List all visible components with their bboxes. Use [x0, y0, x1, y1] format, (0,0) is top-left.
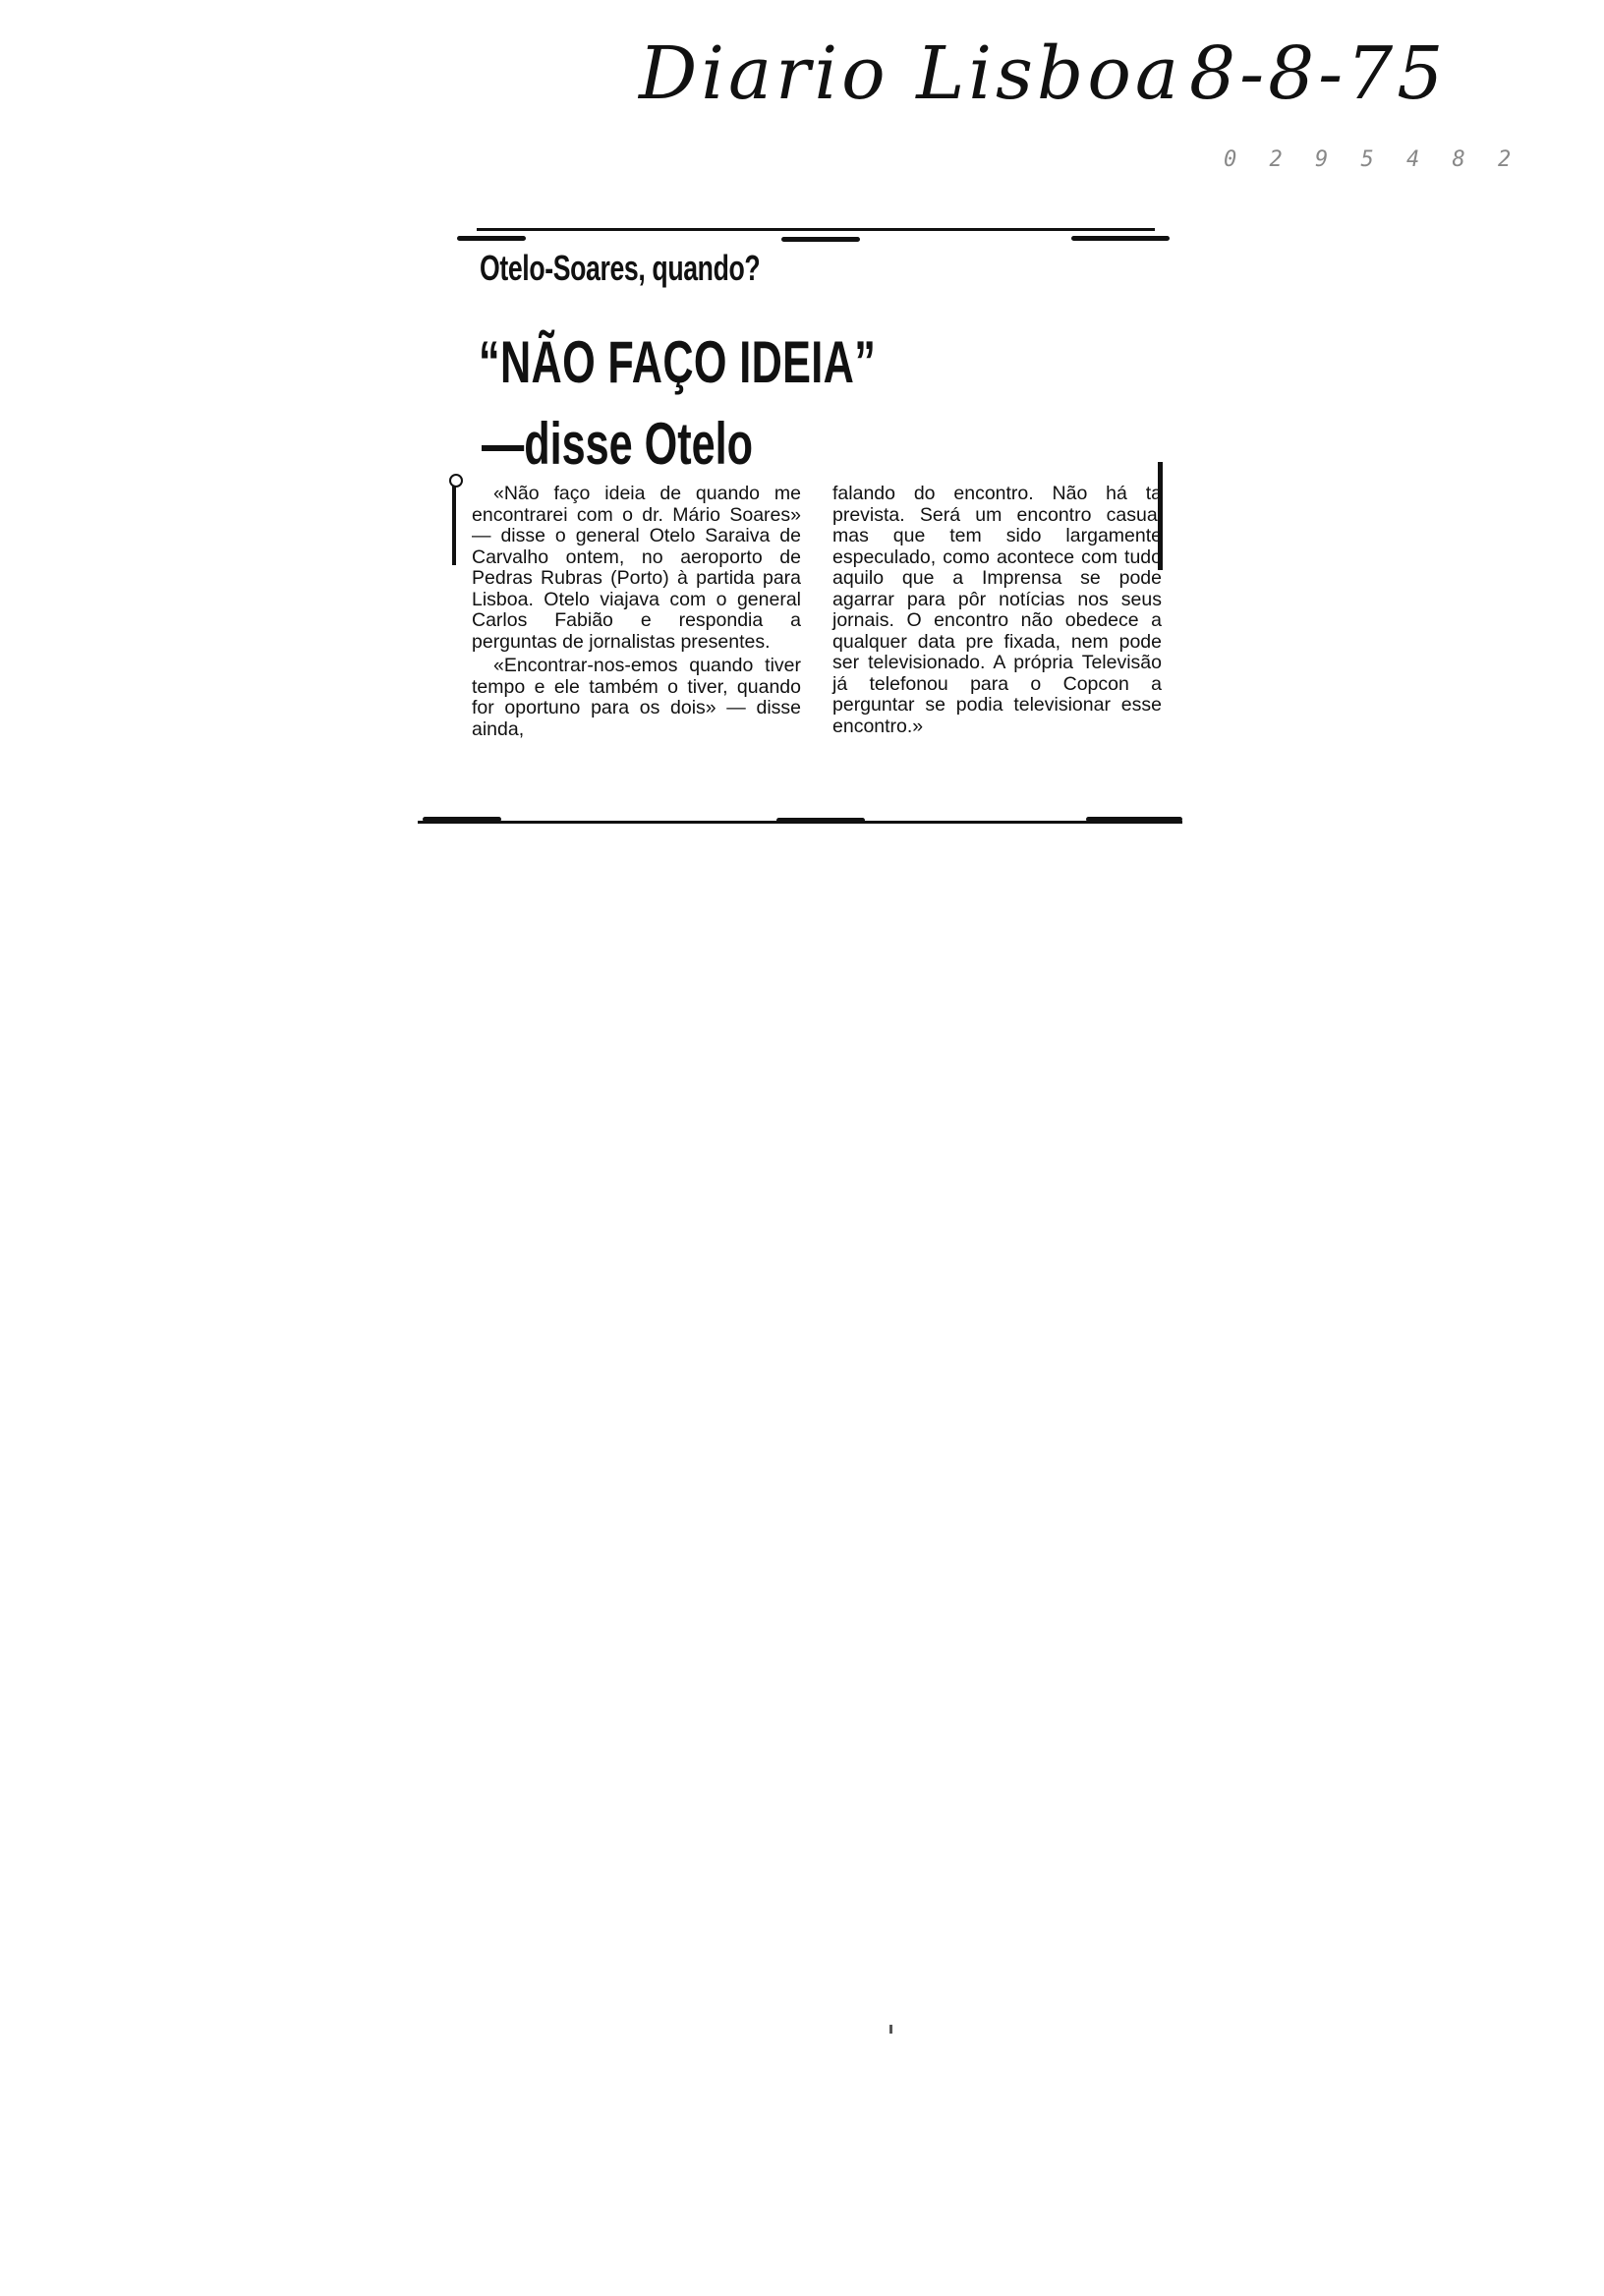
top-rule-mark-left	[457, 236, 526, 241]
top-rule-mark-right	[1071, 236, 1170, 241]
handwriting-svg	[629, 18, 1474, 126]
article-paragraph: falando do encontro. Não há ta prevista. Será um encontro casual mas que tem sido largamente especulado, como acontece com tudo aquilo que a Imprensa se pode agarrar para pôr notícias nos seus jornais. O encontro não obedece a qualquer data pre fixada, nem pode ser televisionado. A própria Televisão já telefonou para o Copcon a perguntar se podia televisionar esse encontro.»	[832, 483, 1162, 737]
archive-code: 0 2 9 5 4 8 2	[1224, 147, 1521, 172]
article-paragraph: «Encontrar-nos-emos quando tiver tempo e ele também o tiver, quando for oportuno para os dois» — disse ainda,	[472, 655, 801, 740]
handwritten-source-name: Diario Lisboa	[639, 31, 1183, 116]
article-paragraph: «Não faço ideia de quando me encontrarei com o dr. Mário Soares» — disse o general Otelo Saraiva de Carvalho ontem, no aeroporto de Pedras Rubras (Porto) à partida para Lisboa. Otelo viajava com o general Carlos Fabião e respondia a perguntas de jornalistas presentes.	[472, 483, 801, 653]
handwritten-source-annotation	[629, 18, 1474, 126]
article-kicker: Otelo-Soares, quando?	[480, 248, 761, 288]
article-column-right	[832, 484, 1162, 740]
article-column-left	[472, 484, 801, 743]
newspaper-clipping	[418, 218, 1184, 837]
scan-speck	[889, 2025, 892, 2034]
bottom-rule-mark-right	[1086, 817, 1182, 822]
bottom-rule-mark-left	[423, 817, 501, 822]
article-subhead: —disse Otelo	[482, 411, 754, 477]
bottom-rule-mark-center	[776, 818, 865, 823]
left-margin-bracket-knob	[449, 474, 463, 488]
article-headline: “NÃO FAÇO IDEIA”	[479, 329, 877, 395]
handwritten-date: 8-8-75	[1189, 31, 1448, 116]
left-margin-bracket	[452, 477, 456, 565]
top-rule	[477, 228, 1155, 231]
top-rule-mark-center	[781, 237, 860, 242]
